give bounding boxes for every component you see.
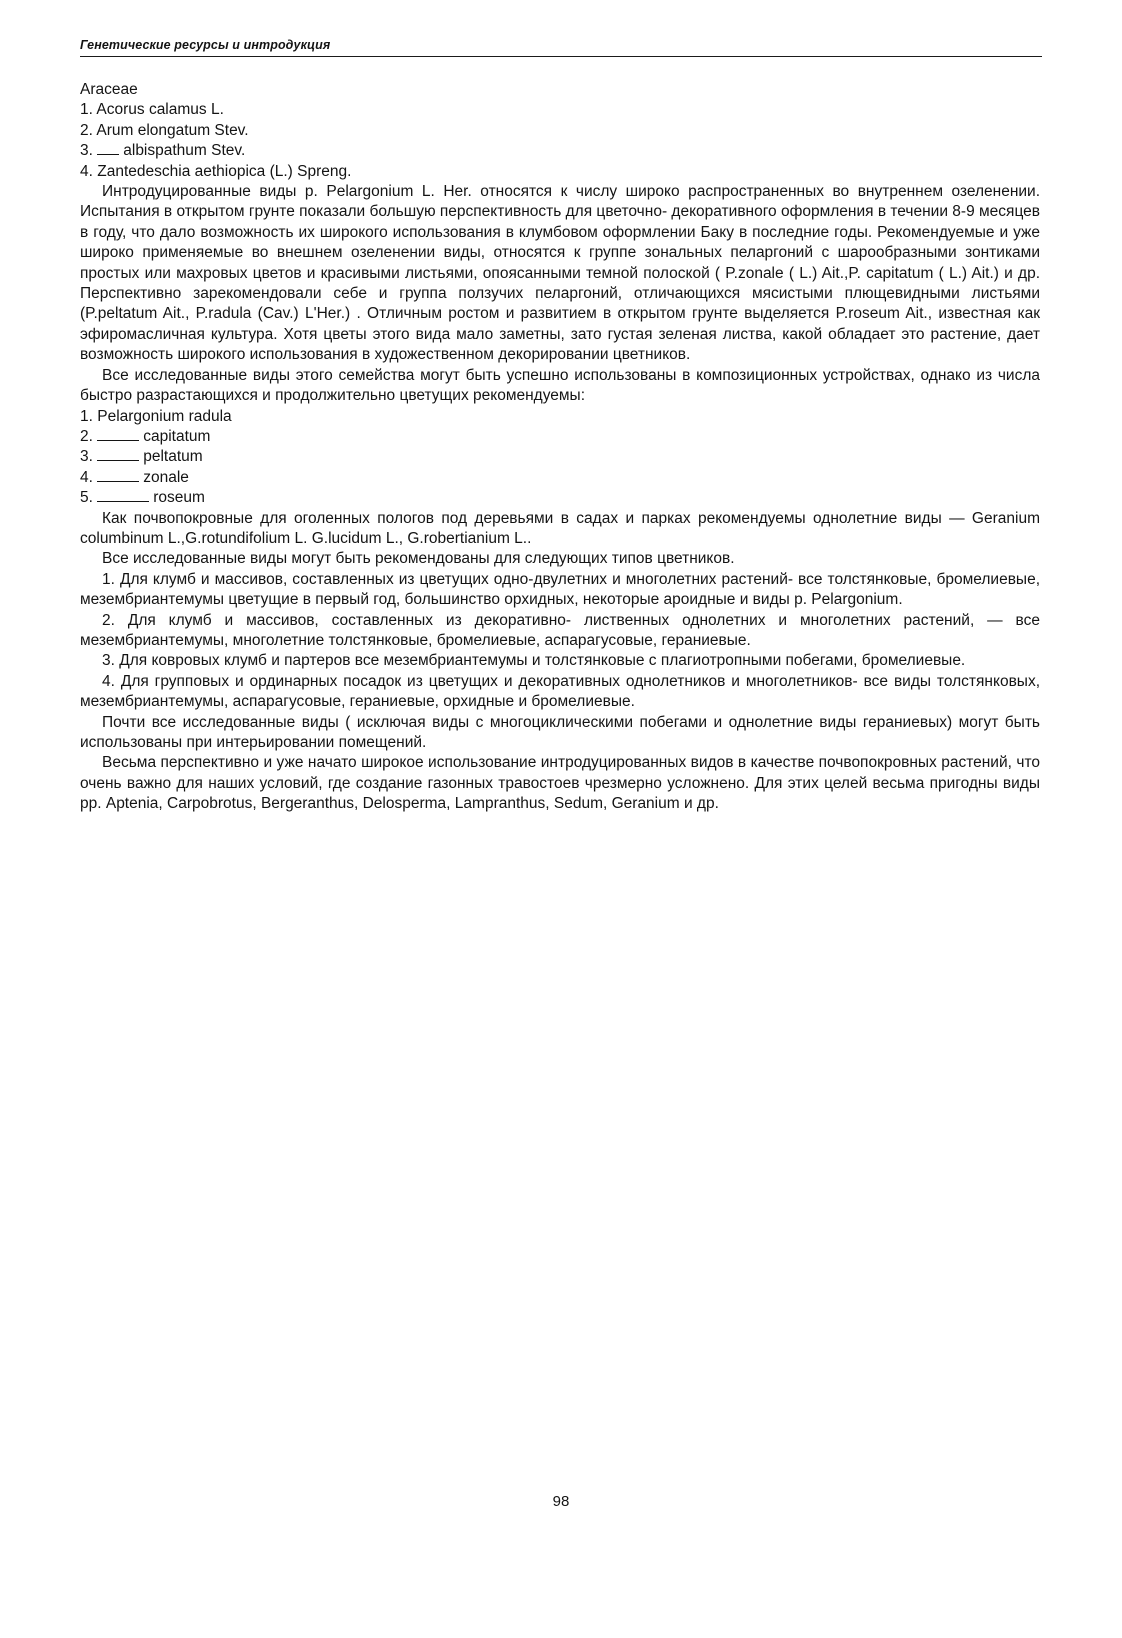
- list-item: 1. Acorus calamus L.: [80, 101, 224, 119]
- page-number: 98: [552, 1493, 570, 1510]
- paragraph-pelargonium: Интродуцированные виды р. Pelargonium L. Her. относятся к числу широко распространенных во внутреннем озеленении. Испытания в открытом грунте показали большую перспективность для цветочно- декоративного оформления в течении 8-9 месяцев в году, что дало возможность их широкого использования в клумбовом оформлении Баку в последние годы. Рекомендуемые и уже широко применяемые во внешнем озеленении виды, относятся к группе зональных пеларгоний с шарообразными зонтиками простых или махровых цветов и красивыми листьями, опоясанными темной полоской ( P.zonale ( L.) Ait.,P. capitatum ( L.) Ait.) и др. Перспективно зарекомендовали себе и группа ползучих пеларгоний, отличающихся мясистыми плющевидными листьями (P.peltatum Ait., P.radula (Cav.) L'Her.) . Отличным ростом и развитием в открытом грунте выделяется P.roseum Ait., известная как эфиромасличная культура. Хотя цветы этого вида мало заметны, зато густая зеленая листва, какой обладает это растение, дает возможность широкого использования в художественном декорировании цветников.: [80, 183, 1040, 364]
- genus-blank: [97, 489, 149, 502]
- genus-blank: [97, 469, 139, 482]
- list-item: 5. roseum: [80, 489, 205, 507]
- header-rule: [80, 56, 1042, 57]
- family-heading: Araceae: [80, 81, 138, 98]
- paragraph-types-intro: Все исследованные виды могут быть рекомендованы для следующих типов цветников.: [102, 550, 735, 568]
- paragraph-final: Весьма перспективно и уже начато широкое использование интродуцированных видов в качестве почвопокровных растений, что очень важно для наших условий, где создание газонных травостоев чрезмерно усложнено. Для этих целей весьма пригодны виды рр. Aptenia, Carpobrotus, Bergeranthus, Delosperma, Lampranthus, Sedum, Geranium и др.: [80, 754, 1040, 813]
- types-item: 1. Для клумб и массивов, составленных из цветущих одно-двулетних и многолетних растений- все толстянковые, бромелиевые, мезембриантемумы цветущие в первый год, большинство орхидных, некоторые ароидные и виды р. Pelargonium.: [80, 570, 1040, 609]
- list-item: 1. Pelargonium radula: [80, 407, 232, 425]
- list-item: 2. Arum elongatum Stev.: [80, 121, 249, 139]
- types-item: 4. Для групповых и ординарных посадок из цветущих и декоративных однолетников и многолетников- все виды толстянковых, мезембриантемумы, аспарагусовые, гераниевые, орхидные и бромелиевые.: [80, 672, 1040, 711]
- running-title: Генетические ресурсы и интродукция: [80, 38, 331, 52]
- list-item: 4. Zantedeschia aethiopica (L.) Spreng.: [80, 162, 352, 180]
- genus-blank: [97, 142, 119, 155]
- list-item: 3. albispathum Stev.: [80, 142, 246, 160]
- list-item: 2. capitatum: [80, 427, 211, 445]
- page-body: [80, 80, 1040, 815]
- paragraph-recommended: Все исследованные виды этого семейства могут быть успешно использованы в композиционных устройствах, однако из числа быстро разрастающихся и продолжительно цветущих рекомендуемы:: [80, 366, 1040, 405]
- genus-blank: [97, 448, 139, 461]
- list-item: 3. peltatum: [80, 448, 203, 466]
- types-item: 3. Для ковровых клумб и партеров все мезембриантемумы и толстянковые с плагиотропными побегами, бромелиевые.: [102, 652, 966, 670]
- paragraph-groundcover: Как почвопокровные для оголенных пологов под деревьями в садах и парках рекомендуемы однолетние виды — Geranium columbinum L.,G.rotundifolium L. G.lucidum L., G.robertianium L..: [80, 509, 1040, 547]
- genus-blank: [97, 428, 139, 441]
- list-item: 4. zonale: [80, 468, 189, 486]
- paragraph-interior: Почти все исследованные виды ( исключая виды с многоциклическими побегами и однолетние виды гераниевых) могут быть использованы при интерьировании помещений.: [80, 713, 1040, 751]
- types-item: 2. Для клумб и массивов, составленных из декоративно- лиственных однолетних и многолетних растений, — все мезембриантемумы, многолетние толстянковые, бромелиевые, аспарагусовые, гераниевые.: [80, 611, 1040, 649]
